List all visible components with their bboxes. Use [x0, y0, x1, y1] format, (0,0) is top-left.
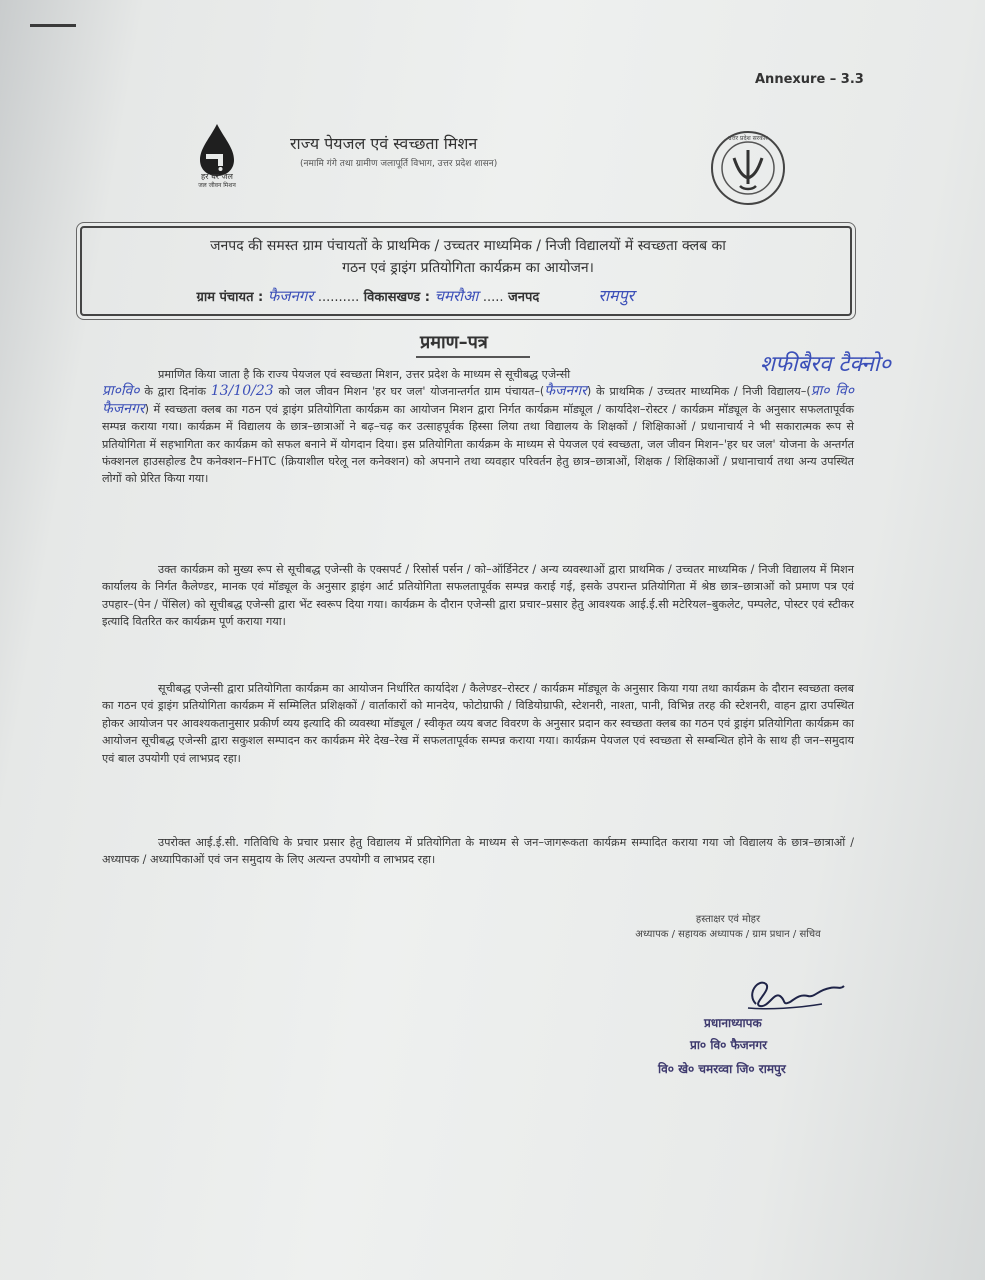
subject-line-2: गठन एवं ड्राइंग प्रतियोगिता कार्यक्रम का आयोजन। [342, 260, 594, 276]
handwritten-signature [738, 974, 848, 1014]
paragraph-2: उक्त कार्यक्रम को मुख्य रूप से सूचीबद्ध एजेन्सी के एक्सपर्ट / रिसोर्स पर्सन / को–ऑर्डिनेटर / अन्य व्यवस्थाओं द्वारा प्राथमिक / उच्चतर माध्यमिक / निजी विद्यालय में मिशन कार्यालय के निर्गत कैलेण्डर, मानक एवं मॉड्यूल के अनुसार ड्राइंग आर्ट प्रतियोगिता सफलतापूर्वक सम्पन्न कराई गई, इसके उपरान्त प्रतियोगिता में श्रेष्ठ छात्र–छात्राओं को प्रमाण पत्र एवं उपहार–(पेन / पेंसिल) को सूचीबद्ध एजेन्सी द्वारा भेंट स्वरूप दिया गया। कार्यक्रम के दौरान एजेन्सी द्वारा प्रचार–प्रसार हेतु आवश्यक आई.ई.सी मटेरियल–बुकलेट, पम्पलेट, पोस्टर एवं स्टीकर इत्यादि वितरित कर कार्यक्रम पूर्ण कराया गया। [102, 563, 854, 629]
up-government-seal [708, 128, 788, 208]
gram-panchayat-label: ग्राम पंचायत : [196, 290, 264, 305]
school-handwritten: प्रा० वि० फैजनगर [102, 383, 854, 417]
logo-left-sub: जल जीवन मिशन [198, 182, 236, 189]
p1-part-e: ) में स्वच्छता क्लब का गठन एवं ड्राइंग प्रतियोगिता कार्यक्रम का आयोजन मिशन द्वारा निर्गत कार्यक्रम मॉड्यूल / कार्यादेश–रोस्टर / कार्यक्रम मॉड्यूल के अनुसार सफलतापूर्वक सम्पन्न कराया गया। कार्यक्रम में विद्यालय के छात्र–छात्राओं ने बढ़–चढ़ कर उत्साहपूर्वक हिस्सा लिया तथा विद्यालय के शिक्षकों / शिक्षिकाओं / प्रधानाचार्य ने भी सकारात्मक रूप से प्रतियोगिता में सहभागिता कर कार्यक्रम को सफल बनाने में योगदान दिया। इस प्रतियोगिता कार्यक्रम के माध्यम से पेयजल एवं स्वच्छता, जल जीवन मिशन–'हर घर जल' योजना के अन्तर्गत फंक्शनल हाउसहोल्ड टैप कनेक्शन–FHTC (क्रियाशील घरेलू नल कनेक्शन) को अपनाने तथा व्यवहार परिवर्तन हेतु छात्र–छात्राओं, शिक्षक / शिक्षिकाओं / प्रधानाचार्य तथा अन्य उपस्थित लोगों को प्रेरित किया गया। [102, 402, 854, 486]
date-handwritten: 13/10/23 [210, 383, 274, 400]
title-underline [416, 356, 530, 358]
paragraph-4: उपरोक्त आई.ई.सी. गतिविधि के प्रचार प्रसार हेतु विद्यालय में प्रतियोगिता के माध्यम से जन–जागरूकता कार्यक्रम सम्पादित कराया गया जो विद्यालय के छात्र–छात्राओं / अध्यापक / अध्यापिकाओं एवं जन समुदाय के लिए अत्यन्त उपयोगी व लाभप्रद रहा। [102, 836, 854, 867]
p1-part-c: को जल जीवन मिशन 'हर घर जल' योजनान्तर्गत ग्राम पंचायत–( [273, 385, 545, 399]
department-title: राज्य पेयजल एवं स्वच्छता मिशन [290, 134, 478, 153]
district-label: जनपद [508, 290, 540, 305]
p1-part-a: प्रमाणित किया जाता है कि राज्य पेयजल एवं स्वच्छता मिशन, उत्तर प्रदेश के माध्यम से सूचीबद्ध एजेन्सी [158, 368, 571, 381]
subject-box [80, 226, 852, 316]
p1-part-b: के द्वारा दिनांक [139, 385, 211, 399]
annexure-label: Annexure – 3.3 [755, 72, 864, 87]
stamp-block-district: वि० खे० चमरव्वा जि० रामपुर [658, 1062, 786, 1076]
paragraph-3: सूचीबद्ध एजेन्सी द्वारा प्रतियोगिता कार्यक्रम का आयोजन निर्धारित कार्यादेश / कैलेण्डर–रोस्टर / कार्यक्रम मॉड्यूल के अनुसार किया गया तथा कार्यक्रम के दौरान स्वच्छता क्लब का गठन एवं ड्राइंग प्रतियोगिता कार्यक्रम में सम्मिलित प्रशिक्षकों / वार्ताकारों को मानदेय, फोटोग्राफी / विडियोग्राफी, स्टेशनरी, नाश्ता, पानी, विभिन्न तरह की स्टेशनरी, वाहन द्वारा उपस्थित होकर आयोजन पर आवश्यकतानुसार प्रकीर्ण व्यय इत्यादि की व्यवस्था मॉड्यूल / स्वीकृत व्यय बजट विवरण के अनुसार प्रदान कर स्वच्छता क्लब का गठन एवं ड्राइंग प्रतियोगिता कार्यक्रम का आयोजन सूचीबद्ध एजेन्सी द्वारा सकुशल सम्पादन कर कार्यक्रम मेरे देख–रेख में सफलतापूर्वक सम्पन्न कराया गया। कार्यक्रम पेयजल एवं स्वच्छता से सम्बन्धित होने के साथ ही जन–समुदाय एवं बाल उपयोगी एवं लाभप्रद रहा। [102, 682, 854, 765]
subject-line-1: जनपद की समस्त ग्राम पंचायतों के प्राथमिक / उच्चतर माध्यमिक / निजी विद्यालयों में स्वच्छता क्लब का [210, 238, 726, 254]
stamp-school: प्रा० वि० फैजनगर [690, 1038, 768, 1052]
seal-text: उत्तर प्रदेश सरकार [728, 135, 768, 142]
har-ghar-jal-logo [182, 120, 252, 200]
sign-label: हस्ताक्षर एवं मोहर [695, 914, 761, 925]
paragraph-1 [102, 366, 854, 488]
district-value: रामपुर [598, 286, 635, 305]
department-subtitle: (नमामि गंगे तथा ग्रामीण जलापूर्ति विभाग, उत्तर प्रदेश शासन) [300, 159, 498, 169]
sign-role: अध्यापक / सहायक अध्यापक / ग्राम प्रधान / सचिव [635, 929, 821, 940]
corner-mark [30, 24, 76, 27]
school-short-handwritten: प्रा०वि० [102, 383, 140, 400]
subject-fields-row: ग्राम पंचायत : फैजनगर .......... विकासखण्ड : चमरौआ ..... जनपद रामपुर [196, 286, 635, 305]
gram-panchayat-value: फैजनगर [267, 287, 314, 305]
block-value: चमरौआ [434, 287, 479, 305]
stamp-designation: प्रधानाध्यापक [704, 1016, 762, 1030]
certificate-title: प्रमाण–पत्र [420, 332, 488, 353]
logo-left-text: हर घर जल [201, 172, 233, 181]
signature-block [628, 912, 828, 942]
block-label: विकासखण्ड : [363, 290, 430, 305]
gram-handwritten: फैजनगर [544, 383, 587, 400]
agency-name-handwritten: शफीबैरव टैक्नो० [760, 352, 891, 377]
p1-part-d: ) के प्राथमिक / उच्चतर माध्यमिक / निजी विद्यालय–( [586, 385, 811, 399]
